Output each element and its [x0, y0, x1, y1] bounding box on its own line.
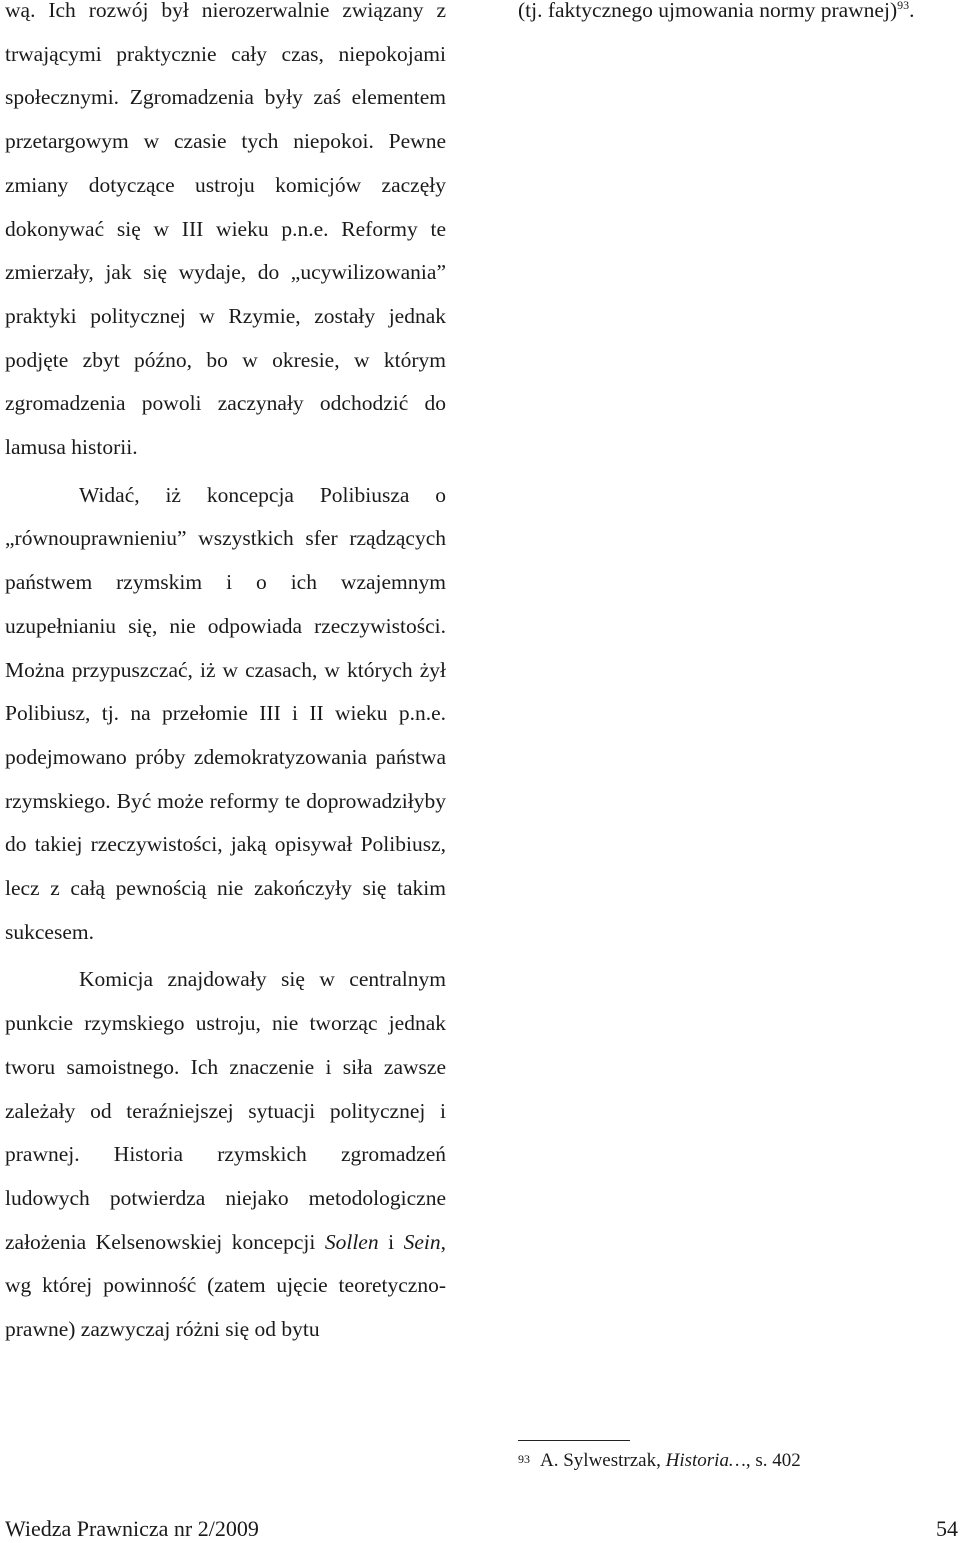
term-sollen: Sollen: [324, 1229, 379, 1254]
paragraph-3-start: Komicja znajdowały się w centralnym punkcie rzymskiego ustroju, nie tworząc jednak tworu samoistnego. Ich znaczenie i siła zawsze zależały od teraźniejszej sytuacji politycznej i prawnej. Historia rzymskich zgromadzeń ludowych potwierdza niejako metodologiczne założenia Kelsenowskiej koncepcji: [5, 967, 446, 1254]
continuation-period: .: [909, 0, 915, 22]
footnote-number: 93: [518, 1452, 530, 1466]
paragraph-3-end: , wg której powinność (zatem ujęcie teoretyczno-prawne) zazwyczaj różni się od bytu: [5, 1229, 446, 1342]
footnote-divider: [518, 1440, 630, 1441]
paragraph-continuation: [518, 0, 958, 33]
paragraph-1: wą. Ich rozwój był nierozerwalnie związany z trwającymi praktycznie cały czas, niepokojami społecznymi. Zgromadzenia były zaś elementem przetargowym w czasie tych niepokoi. Pewne zmiany dotyczące ustroju komicjów zaczęły dokonywać się w III wieku p.n.e. Reformy te zmierzały, jak się wydaje, do „ucywilizowania” praktyki politycznej w Rzymie, zostały jednak podjęte zbyt późno, bo w okresie, w którym zgromadzenia powoli zaczynały odchodzić do lamusa historii.: [5, 0, 446, 460]
term-sein: Sein: [403, 1229, 441, 1254]
paragraph-2: Widać, iż koncepcja Polibiusza o „równouprawnieniu” wszystkich sfer rządzących państwem rzymskim i o ich wzajemnym uzupełnianiu się, nie odpowiada rzeczywistości. Można przypuszczać, iż w czasach, w których żył Polibiusz, tj. na przełomie III i II wieku p.n.e. podejmowano próby zdemokratyzowania państwa rzymskiego. Być może reformy te doprowadziłyby do takiej rzeczywistości, jaką opisywał Polibiusz, lecz z całą pewnością nie zakończyły się takim sukcesem.: [5, 482, 446, 944]
footnote-page: , s. 402: [745, 1450, 801, 1471]
footnote-author: A. Sylwestrzak,: [540, 1450, 666, 1471]
footnote-title: Historia…: [665, 1450, 746, 1471]
paragraph-3: [5, 958, 446, 1351]
right-text-column: [518, 0, 958, 33]
journal-footer: Wiedza Prawnicza nr 2/2009: [5, 1516, 259, 1541]
page-number: 54: [936, 1516, 958, 1541]
left-text-column: [5, 0, 446, 1352]
continuation-text: (tj. faktycznego ujmowania normy prawnej): [518, 0, 898, 22]
footnote-reference[interactable]: 93: [897, 0, 910, 12]
paragraph-3-and: i: [378, 1229, 404, 1254]
footnote: [518, 1448, 958, 1474]
